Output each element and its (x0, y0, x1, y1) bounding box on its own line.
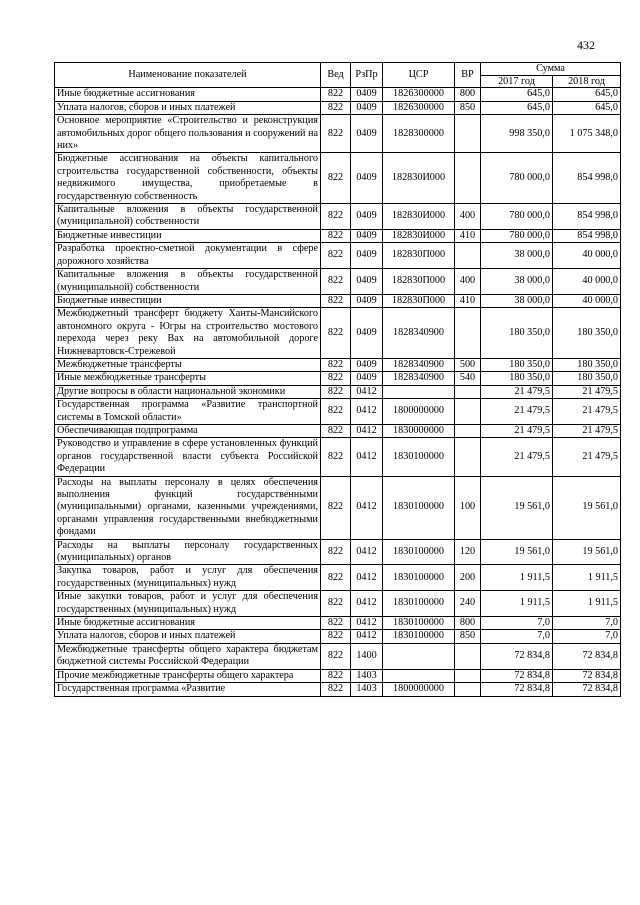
row-vr: 540 (455, 372, 481, 385)
table-row (55, 204, 621, 230)
row-ved: 822 (321, 308, 351, 359)
row-name: Руководство и управление в сфере установленных функций органов государственной власти субъекта Российской Федерации (55, 438, 321, 476)
row-sum-2017: 7,0 (481, 630, 553, 643)
row-csr: 1830100000 (383, 565, 455, 591)
row-rzpr: 0412 (351, 617, 383, 630)
row-ved: 822 (321, 424, 351, 437)
table-row (55, 358, 621, 371)
row-vr (455, 643, 481, 669)
row-sum-2018: 1 911,5 (553, 591, 621, 617)
row-sum-2017: 21 479,5 (481, 438, 553, 476)
row-vr (455, 153, 481, 204)
table-row (55, 591, 621, 617)
table-row (55, 229, 621, 242)
row-sum-2018: 19 561,0 (553, 539, 621, 565)
row-name: Прочие межбюджетные трансферты общего характера (55, 669, 321, 682)
row-sum-2018: 21 479,5 (553, 438, 621, 476)
row-csr: 182830И000 (383, 204, 455, 230)
row-vr: 800 (455, 88, 481, 101)
row-name: Уплата налогов, сборов и иных платежей (55, 630, 321, 643)
row-sum-2017: 780 000,0 (481, 229, 553, 242)
row-csr (383, 643, 455, 669)
row-ved: 822 (321, 438, 351, 476)
row-vr: 850 (455, 630, 481, 643)
row-sum-2018: 72 834,8 (553, 643, 621, 669)
table-row (55, 643, 621, 669)
row-ved: 822 (321, 399, 351, 425)
row-name: Бюджетные ассигнования на объекты капитального строительства государственной собственности, объекты недвижимого имущества, приобретаемые в государственную собственность (55, 153, 321, 204)
row-csr: 1830100000 (383, 539, 455, 565)
table-row (55, 424, 621, 437)
row-rzpr: 0409 (351, 294, 383, 307)
row-ved: 822 (321, 565, 351, 591)
row-sum-2017: 998 350,0 (481, 115, 553, 153)
row-ved: 822 (321, 243, 351, 269)
row-vr: 410 (455, 294, 481, 307)
row-vr (455, 424, 481, 437)
row-rzpr: 0412 (351, 424, 383, 437)
table-row (55, 539, 621, 565)
row-ved: 822 (321, 591, 351, 617)
table-row (55, 269, 621, 295)
row-sum-2018: 7,0 (553, 630, 621, 643)
row-rzpr: 0409 (351, 101, 383, 114)
row-name: Капитальные вложения в объекты государственной (муниципальной) собственности (55, 204, 321, 230)
row-rzpr: 1400 (351, 643, 383, 669)
row-vr: 400 (455, 269, 481, 295)
row-vr: 850 (455, 101, 481, 114)
row-name: Межбюджетные трансферты общего характера бюджетам бюджетной системы Российской Федерации (55, 643, 321, 669)
row-sum-2018: 854 998,0 (553, 229, 621, 242)
row-rzpr: 0412 (351, 385, 383, 398)
row-csr: 1800000000 (383, 683, 455, 696)
row-vr (455, 115, 481, 153)
row-sum-2017: 38 000,0 (481, 294, 553, 307)
row-ved: 822 (321, 385, 351, 398)
row-name: Бюджетные инвестиции (55, 229, 321, 242)
row-vr (455, 399, 481, 425)
row-sum-2018: 19 561,0 (553, 476, 621, 539)
row-rzpr: 0412 (351, 438, 383, 476)
row-ved: 822 (321, 476, 351, 539)
col-header-2017: 2017 год (481, 76, 553, 88)
row-ved: 822 (321, 643, 351, 669)
row-vr: 200 (455, 565, 481, 591)
row-sum-2017: 780 000,0 (481, 204, 553, 230)
row-name: Межбюджетный трансферт бюджету Ханты-Мансийского автономного округа - Югры на строительство мостового перехода через реку Вах на автомобильной дороге Нижневартовск-Стрежевой (55, 308, 321, 359)
row-csr: 1830100000 (383, 476, 455, 539)
row-name: Обеспечивающая подпрограмма (55, 424, 321, 437)
row-sum-2018: 40 000,0 (553, 243, 621, 269)
row-sum-2017: 645,0 (481, 101, 553, 114)
row-rzpr: 0412 (351, 399, 383, 425)
row-csr: 1828340900 (383, 308, 455, 359)
row-csr: 182830П000 (383, 269, 455, 295)
table-row (55, 372, 621, 385)
row-ved: 822 (321, 669, 351, 682)
table-row (55, 669, 621, 682)
row-rzpr: 0409 (351, 88, 383, 101)
row-csr: 182830П000 (383, 243, 455, 269)
row-vr: 500 (455, 358, 481, 371)
row-csr: 1800000000 (383, 399, 455, 425)
row-rzpr: 0409 (351, 153, 383, 204)
row-sum-2017: 19 561,0 (481, 476, 553, 539)
row-vr (455, 669, 481, 682)
budget-table (54, 62, 621, 697)
row-csr: 1830000000 (383, 424, 455, 437)
row-sum-2018: 645,0 (553, 101, 621, 114)
row-csr: 1830100000 (383, 630, 455, 643)
page-number: 432 (577, 38, 595, 52)
row-name: Иные бюджетные ассигнования (55, 617, 321, 630)
col-header-csr: ЦСР (383, 63, 455, 88)
col-header-sum: Сумма (481, 63, 621, 76)
row-ved: 822 (321, 358, 351, 371)
row-sum-2018: 21 479,5 (553, 385, 621, 398)
row-sum-2017: 72 834,8 (481, 683, 553, 696)
row-vr (455, 683, 481, 696)
row-sum-2017: 180 350,0 (481, 358, 553, 371)
row-sum-2018: 180 350,0 (553, 308, 621, 359)
row-sum-2018: 21 479,5 (553, 424, 621, 437)
row-csr: 182830П000 (383, 294, 455, 307)
row-sum-2018: 1 911,5 (553, 565, 621, 591)
row-csr: 1830100000 (383, 591, 455, 617)
row-csr (383, 669, 455, 682)
row-ved: 822 (321, 683, 351, 696)
row-name: Закупка товаров, работ и услуг для обеспечения государственных (муниципальных) нужд (55, 565, 321, 591)
table-row (55, 385, 621, 398)
row-sum-2017: 38 000,0 (481, 243, 553, 269)
row-name: Другие вопросы в области национальной экономики (55, 385, 321, 398)
row-name: Межбюджетные трансферты (55, 358, 321, 371)
table-row (55, 243, 621, 269)
row-ved: 822 (321, 630, 351, 643)
row-name: Бюджетные инвестиции (55, 294, 321, 307)
row-vr: 800 (455, 617, 481, 630)
row-csr: 1830100000 (383, 438, 455, 476)
col-header-rzpr: РзПр (351, 63, 383, 88)
row-sum-2018: 72 834,8 (553, 683, 621, 696)
row-rzpr: 0412 (351, 591, 383, 617)
row-sum-2017: 180 350,0 (481, 308, 553, 359)
row-ved: 822 (321, 101, 351, 114)
row-rzpr: 1403 (351, 669, 383, 682)
row-ved: 822 (321, 88, 351, 101)
row-name: Иные закупки товаров, работ и услуг для обеспечения государственных (муниципальных) нужд (55, 591, 321, 617)
row-sum-2017: 1 911,5 (481, 591, 553, 617)
table-row (55, 617, 621, 630)
row-sum-2017: 72 834,8 (481, 669, 553, 682)
row-sum-2018: 645,0 (553, 88, 621, 101)
row-sum-2018: 7,0 (553, 617, 621, 630)
row-ved: 822 (321, 229, 351, 242)
table-row (55, 101, 621, 114)
row-ved: 822 (321, 269, 351, 295)
col-header-name: Наименование показателей (55, 63, 321, 88)
row-rzpr: 1403 (351, 683, 383, 696)
table-row (55, 683, 621, 696)
row-name: Расходы на выплаты персоналу государственных (муниципальных) органов (55, 539, 321, 565)
row-csr: 1828340900 (383, 372, 455, 385)
row-sum-2017: 645,0 (481, 88, 553, 101)
row-sum-2017: 21 479,5 (481, 399, 553, 425)
row-sum-2017: 21 479,5 (481, 424, 553, 437)
row-csr: 1828300000 (383, 115, 455, 153)
row-csr: 1830100000 (383, 617, 455, 630)
row-ved: 822 (321, 153, 351, 204)
row-csr (383, 385, 455, 398)
row-ved: 822 (321, 372, 351, 385)
row-ved: 822 (321, 115, 351, 153)
row-ved: 822 (321, 204, 351, 230)
row-sum-2018: 180 350,0 (553, 372, 621, 385)
row-sum-2018: 854 998,0 (553, 204, 621, 230)
row-sum-2018: 40 000,0 (553, 269, 621, 295)
row-ved: 822 (321, 294, 351, 307)
row-vr: 240 (455, 591, 481, 617)
row-sum-2017: 21 479,5 (481, 385, 553, 398)
row-csr: 1826300000 (383, 88, 455, 101)
row-rzpr: 0409 (351, 269, 383, 295)
table-body (55, 88, 621, 696)
row-rzpr: 0409 (351, 204, 383, 230)
row-sum-2017: 19 561,0 (481, 539, 553, 565)
row-csr: 1828340900 (383, 358, 455, 371)
row-sum-2017: 7,0 (481, 617, 553, 630)
table-row (55, 115, 621, 153)
row-sum-2017: 780 000,0 (481, 153, 553, 204)
row-name: Иные межбюджетные трансферты (55, 372, 321, 385)
table-row (55, 308, 621, 359)
row-vr (455, 438, 481, 476)
row-sum-2017: 38 000,0 (481, 269, 553, 295)
table-row (55, 630, 621, 643)
row-sum-2017: 180 350,0 (481, 372, 553, 385)
row-name: Разработка проектно-сметной документации в сфере дорожного хозяйства (55, 243, 321, 269)
row-ved: 822 (321, 539, 351, 565)
row-name: Государственная программа «Развитие транспортной системы в Томской области» (55, 399, 321, 425)
row-name: Государственная программа «Развитие (55, 683, 321, 696)
table-row (55, 153, 621, 204)
row-sum-2018: 72 834,8 (553, 669, 621, 682)
row-rzpr: 0412 (351, 476, 383, 539)
row-sum-2018: 40 000,0 (553, 294, 621, 307)
table-row (55, 88, 621, 101)
row-rzpr: 0409 (351, 243, 383, 269)
row-vr: 400 (455, 204, 481, 230)
row-vr: 120 (455, 539, 481, 565)
table-row (55, 438, 621, 476)
row-sum-2018: 180 350,0 (553, 358, 621, 371)
table-row (55, 399, 621, 425)
row-vr: 410 (455, 229, 481, 242)
row-csr: 182830И000 (383, 153, 455, 204)
row-vr (455, 308, 481, 359)
row-name: Основное мероприятие «Строительство и реконструкция автомобильных дорог общего пользования и сооружений на них» (55, 115, 321, 153)
row-vr (455, 385, 481, 398)
row-rzpr: 0412 (351, 630, 383, 643)
row-sum-2018: 1 075 348,0 (553, 115, 621, 153)
row-name: Расходы на выплаты персоналу в целях обеспечения выполнения функций государственными (муниципальными) органами, казенными учреждениями, органами управления государственными внебюджетными фондами (55, 476, 321, 539)
table-row (55, 294, 621, 307)
row-rzpr: 0409 (351, 308, 383, 359)
row-sum-2018: 21 479,5 (553, 399, 621, 425)
row-vr: 100 (455, 476, 481, 539)
row-sum-2017: 1 911,5 (481, 565, 553, 591)
row-rzpr: 0409 (351, 358, 383, 371)
row-vr (455, 243, 481, 269)
col-header-vr: ВР (455, 63, 481, 88)
row-name: Иные бюджетные ассигнования (55, 88, 321, 101)
row-rzpr: 0409 (351, 229, 383, 242)
row-rzpr: 0409 (351, 115, 383, 153)
row-sum-2017: 72 834,8 (481, 643, 553, 669)
col-header-2018: 2018 год (553, 76, 621, 88)
table-row (55, 476, 621, 539)
table-row (55, 565, 621, 591)
row-csr: 1826300000 (383, 101, 455, 114)
row-rzpr: 0412 (351, 565, 383, 591)
row-rzpr: 0412 (351, 539, 383, 565)
row-csr: 182830И000 (383, 229, 455, 242)
row-sum-2018: 854 998,0 (553, 153, 621, 204)
row-name: Капитальные вложения в объекты государственной (муниципальной) собственности (55, 269, 321, 295)
row-rzpr: 0409 (351, 372, 383, 385)
col-header-ved: Вед (321, 63, 351, 88)
row-name: Уплата налогов, сборов и иных платежей (55, 101, 321, 114)
row-ved: 822 (321, 617, 351, 630)
